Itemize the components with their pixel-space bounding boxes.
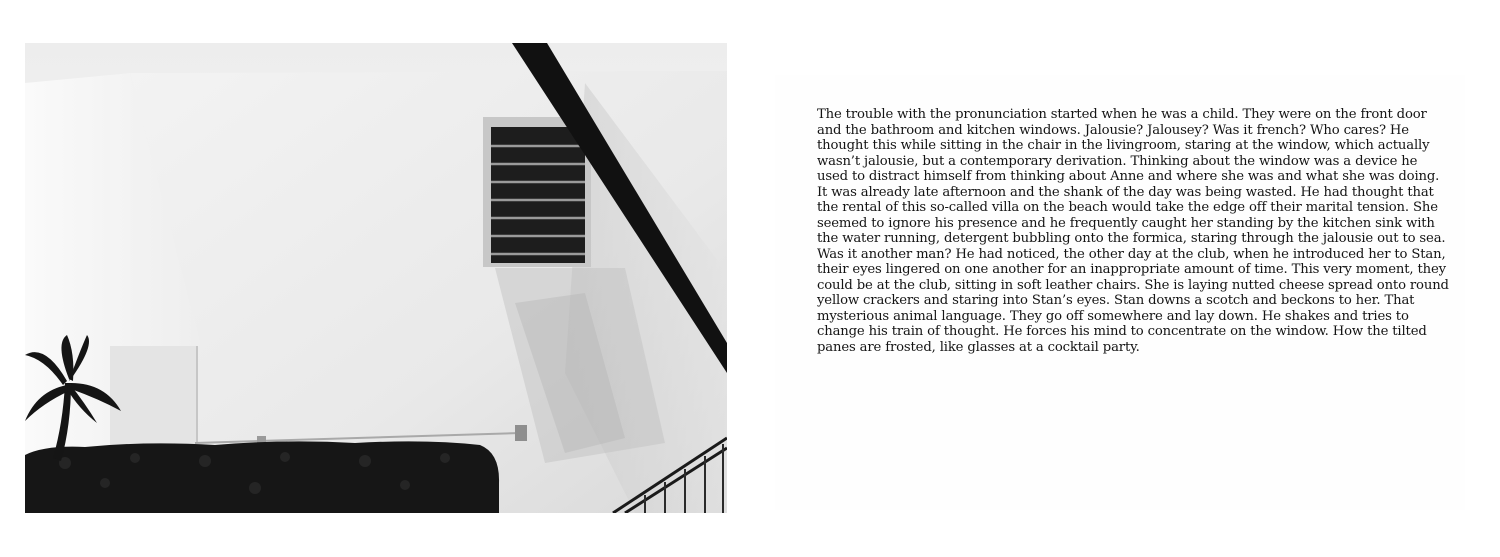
photograph-illustration: [25, 43, 727, 513]
story-line: It was already late afternoon and the shank of the day was being wasted. He had thought that: [817, 184, 1434, 200]
story-line: used to distract himself from thinking about Anne and where she was and what she was doing.: [817, 169, 1440, 184]
story-line: seemed to ignore his presence and he frequently caught her standing by the kitchen sink with: [817, 215, 1435, 231]
story-line: panes are frosted, like glasses at a cocktail party.: [817, 339, 1140, 355]
story-line: wasn’t jalousie, but a contemporary derivation. Thinking about the window was a device he: [817, 153, 1418, 169]
story-line: the rental of this so-called villa on the beach would take the edge off their marital tension. She: [817, 200, 1438, 215]
story-line: Was it another man? He had noticed, the other day at the club, when he introduced her to Stan,: [817, 246, 1446, 262]
hedge: [25, 441, 499, 513]
story-line: mysterious animal language. They go off somewhere and lay down. He shakes and tries to: [817, 308, 1409, 324]
story-line: yellow crackers and staring into Stan’s eyes. Stan downs a scotch and beckons to her. That: [817, 293, 1415, 308]
story-line: the water running, detergent bubbling onto the formica, staring through the jalousie out to sea.: [817, 231, 1446, 246]
story-line: change his train of thought. He forces his mind to concentrate on the window. How the tilted: [817, 324, 1427, 339]
electrical-box: [515, 425, 527, 441]
story-text: [817, 107, 1467, 355]
story-line: could be at the club, sitting in soft leather chairs. She is laying nutted cheese spread onto round: [817, 277, 1449, 293]
jalousie-window: [491, 127, 585, 263]
story-line: their eyes lingered on one another for an inappropriate amount of time. This very moment, they: [817, 262, 1446, 277]
text-page: [775, 75, 1465, 510]
story-line: thought this while sitting in the chair in the livingroom, staring at the window, which actually: [817, 138, 1430, 153]
photograph: [25, 43, 727, 513]
story-line: The trouble with the pronunciation started when he was a child. They were on the front door: [817, 107, 1427, 122]
story-line: and the bathroom and kitchen windows. Jalousie? Jalousey? Was it french? Who cares? He: [817, 122, 1409, 138]
